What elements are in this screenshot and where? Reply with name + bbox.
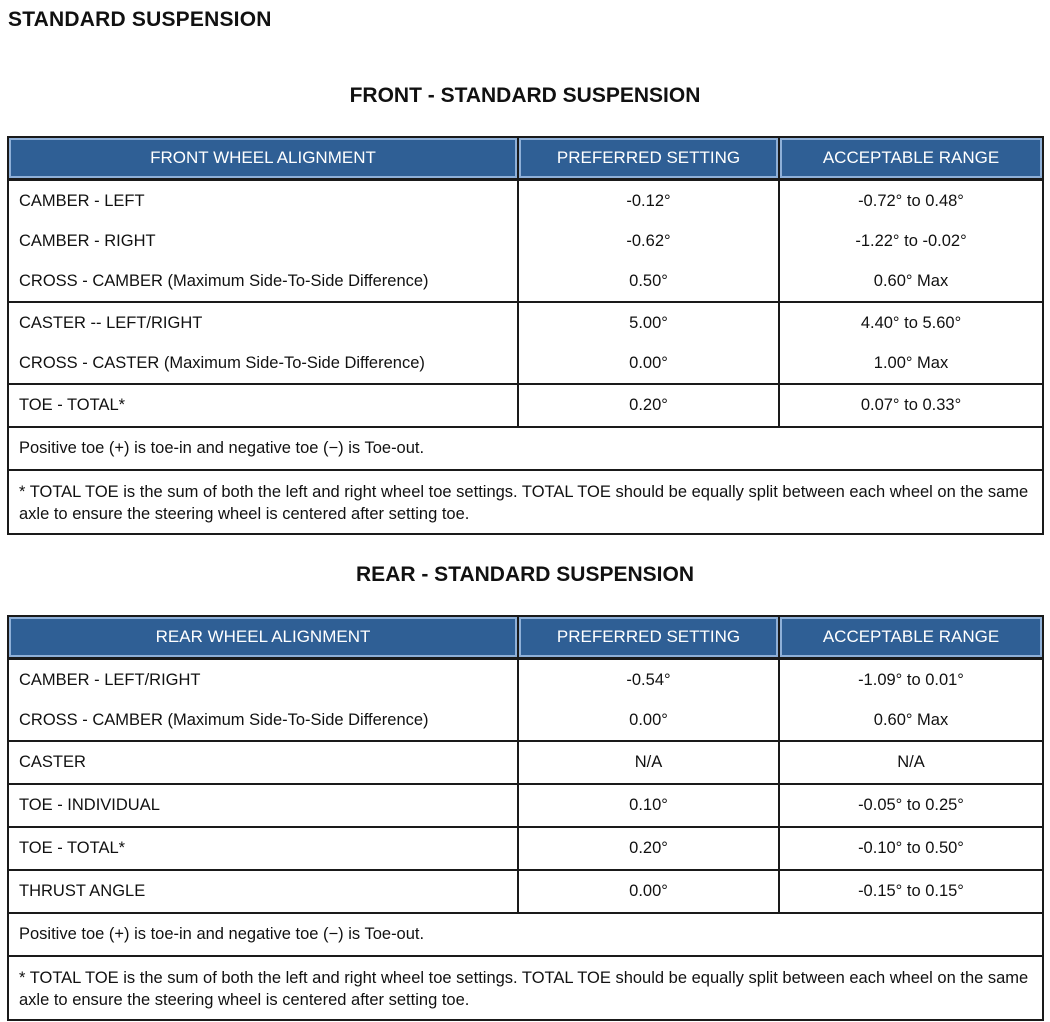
table-row: [8, 700, 1043, 741]
table-row: [8, 261, 1043, 302]
range-value: -0.72° to 0.48°: [779, 180, 1043, 222]
range-value: 1.00° Max: [779, 343, 1043, 384]
page-title: STANDARD SUSPENSION: [8, 8, 272, 31]
range-value: 0.60° Max: [779, 261, 1043, 302]
preferred-value: 0.20°: [518, 384, 779, 427]
footnote-row: [8, 470, 1043, 534]
preferred-value: -0.54°: [518, 659, 779, 701]
column-header-preferred: PREFERRED SETTING: [518, 137, 779, 180]
table-row: [8, 827, 1043, 870]
preferred-value: -0.62°: [518, 221, 779, 261]
preferred-value: 5.00°: [518, 302, 779, 343]
row-label: CASTER: [8, 741, 518, 784]
range-value: 0.60° Max: [779, 700, 1043, 741]
table-row: [8, 741, 1043, 784]
preferred-value: 0.10°: [518, 784, 779, 827]
table-row: [8, 302, 1043, 343]
range-value: 0.07° to 0.33°: [779, 384, 1043, 427]
column-header-alignment: REAR WHEEL ALIGNMENT: [8, 616, 518, 659]
preferred-value: N/A: [518, 741, 779, 784]
table-header-row: [8, 137, 1043, 180]
front-alignment-table: [7, 136, 1044, 535]
table-row: [8, 180, 1043, 222]
range-value: 4.40° to 5.60°: [779, 302, 1043, 343]
total-toe-footnote: * TOTAL TOE is the sum of both the left and right wheel toe settings. TOTAL TOE should be equally split between each wheel on the same axle to ensure the steering wheel is centered after setting toe.: [8, 470, 1043, 534]
table-header-row: [8, 616, 1043, 659]
row-label: CASTER -- LEFT/RIGHT: [8, 302, 518, 343]
total-toe-footnote: * TOTAL TOE is the sum of both the left and right wheel toe settings. TOTAL TOE should be equally split between each wheel on the same axle to ensure the steering wheel is centered after setting toe.: [8, 956, 1043, 1020]
table-row: [8, 343, 1043, 384]
range-value: N/A: [779, 741, 1043, 784]
preferred-value: 0.50°: [518, 261, 779, 302]
range-value: -0.10° to 0.50°: [779, 827, 1043, 870]
row-label: TOE - TOTAL*: [8, 384, 518, 427]
front-section-title: FRONT - STANDARD SUSPENSION: [349, 84, 701, 107]
preferred-value: 0.20°: [518, 827, 779, 870]
row-label: CROSS - CAMBER (Maximum Side-To-Side Difference): [8, 700, 518, 741]
row-label: TOE - INDIVIDUAL: [8, 784, 518, 827]
row-label: CROSS - CAMBER (Maximum Side-To-Side Difference): [8, 261, 518, 302]
range-value: -0.15° to 0.15°: [779, 870, 1043, 913]
table-row: [8, 659, 1043, 701]
toe-note: Positive toe (+) is toe-in and negative toe (−) is Toe-out.: [8, 427, 1043, 470]
column-header-alignment: FRONT WHEEL ALIGNMENT: [8, 137, 518, 180]
preferred-value: 0.00°: [518, 870, 779, 913]
table-row: [8, 221, 1043, 261]
row-label: TOE - TOTAL*: [8, 827, 518, 870]
table-row: [8, 384, 1043, 427]
row-label: CAMBER - LEFT: [8, 180, 518, 222]
note-row: [8, 913, 1043, 956]
row-label: CAMBER - LEFT/RIGHT: [8, 659, 518, 701]
range-value: -1.09° to 0.01°: [779, 659, 1043, 701]
column-header-range: ACCEPTABLE RANGE: [779, 137, 1043, 180]
row-label: CAMBER - RIGHT: [8, 221, 518, 261]
preferred-value: -0.12°: [518, 180, 779, 222]
table-row: [8, 784, 1043, 827]
row-label: CROSS - CASTER (Maximum Side-To-Side Difference): [8, 343, 518, 384]
row-label: THRUST ANGLE: [8, 870, 518, 913]
toe-note: Positive toe (+) is toe-in and negative toe (−) is Toe-out.: [8, 913, 1043, 956]
footnote-row: [8, 956, 1043, 1020]
range-value: -0.05° to 0.25°: [779, 784, 1043, 827]
column-header-preferred: PREFERRED SETTING: [518, 616, 779, 659]
preferred-value: 0.00°: [518, 343, 779, 384]
rear-alignment-table: [7, 615, 1044, 1021]
table-row: [8, 870, 1043, 913]
rear-section-title: REAR - STANDARD SUSPENSION: [356, 563, 694, 586]
range-value: -1.22° to -0.02°: [779, 221, 1043, 261]
note-row: [8, 427, 1043, 470]
preferred-value: 0.00°: [518, 700, 779, 741]
column-header-range: ACCEPTABLE RANGE: [779, 616, 1043, 659]
